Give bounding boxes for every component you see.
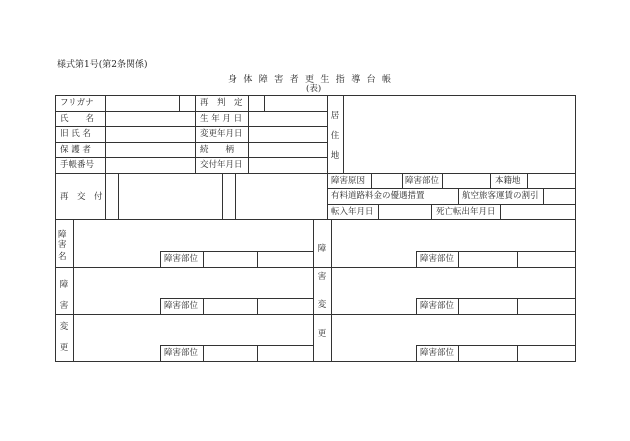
disability-name-char-3: 名	[58, 252, 67, 262]
death-move-out-date-label: 死亡転出年月日	[436, 207, 496, 217]
guardian-label: 保 護 者	[60, 145, 91, 155]
disability-name-char-2: 害	[58, 240, 67, 250]
disability-change-right-char-2: 害	[317, 272, 327, 282]
disability-change-char-4: 更	[59, 343, 69, 353]
birth-date-label: 生 年 月 日	[200, 114, 243, 124]
disability-cause-label: 障害原因	[331, 176, 366, 186]
form-number: 様式第1号(第2条関係)	[57, 60, 148, 70]
toll-discount-label: 有料道路料金の優遇措置	[331, 191, 425, 201]
part-label-right-1: 障害部位	[420, 254, 455, 264]
part-label-left-3: 障害部位	[164, 348, 199, 358]
address-char-2: 住	[330, 131, 340, 141]
furigana-label: フリガナ	[60, 98, 94, 108]
domicile-label: 本籍地	[495, 176, 521, 186]
relation-label: 続 柄	[200, 145, 235, 155]
notebook-number-label: 手帳番号	[60, 160, 95, 170]
part-label-right-2: 障害部位	[420, 301, 455, 311]
rejudgment-label: 再 判 定	[200, 98, 243, 108]
disability-change-right-char-1: 障	[317, 244, 327, 254]
address-char-1: 居	[330, 111, 340, 121]
former-name-label: 旧 氏 名	[60, 129, 91, 139]
disability-change-char-3: 変	[59, 322, 69, 332]
part-label-left-2: 障害部位	[164, 301, 199, 311]
part-label-left-1: 障害部位	[164, 254, 199, 264]
move-in-date-label: 転入年月日	[331, 207, 374, 217]
airfare-discount-label: 航空旅客運賃の割引	[462, 191, 539, 201]
disability-change-char-1: 障	[59, 280, 69, 290]
name-label: 氏 名	[60, 114, 95, 124]
issue-date-label: 交付年月日	[200, 160, 243, 170]
disability-change-right-char-3: 変	[317, 300, 327, 310]
address-char-3: 地	[330, 151, 340, 161]
part-label-right-3: 障害部位	[420, 348, 455, 358]
reissue-label: 再 交 付	[60, 192, 103, 202]
document-title: 身体障害者更生指導台帳	[228, 75, 398, 85]
disability-change-right-char-4: 更	[317, 329, 327, 339]
disability-part-label: 障害部位	[405, 176, 440, 186]
change-date-label: 変更年月日	[200, 129, 243, 139]
document-subtitle: (表)	[306, 84, 322, 94]
disability-name-char-1: 障	[58, 230, 67, 240]
disability-change-char-2: 害	[59, 301, 69, 311]
